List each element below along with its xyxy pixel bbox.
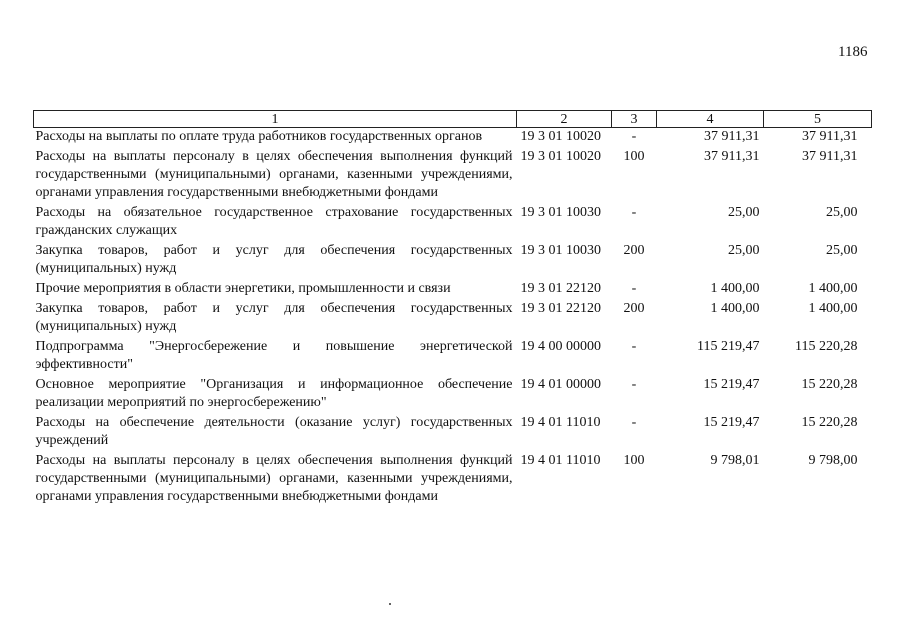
row-expense-type: 100: [623, 149, 645, 164]
row-amount-4: 15 219,47: [703, 377, 760, 392]
table-row: [34, 204, 872, 242]
budget-table: [33, 110, 872, 508]
row-amount-4: 25,00: [728, 243, 760, 258]
table-row: [34, 376, 872, 414]
row-expense-type: -: [631, 415, 637, 430]
row-amount-5: 15 220,28: [801, 377, 858, 392]
row-code: 19 4 01 11010: [520, 415, 601, 430]
row-code: 19 3 01 10030: [520, 243, 601, 258]
row-description: Расходы на выплаты по оплате труда работников государственных органов: [35, 129, 483, 144]
row-description: Расходы на выплаты персоналу в целях обеспечения выполнения функций государственными (муниципальными) органами, казенными учреждениями, органами управления государственными внебюджетными фондами: [35, 453, 513, 504]
page-number: 1186: [838, 44, 868, 60]
header-col-1: 1: [34, 111, 517, 128]
table-row: [34, 338, 872, 376]
row-code: 19 3 01 10020: [520, 129, 601, 144]
row-amount-5: 15 220,28: [801, 415, 858, 430]
row-description: Закупка товаров, работ и услуг для обеспечения государственных (муниципальных) нужд: [35, 243, 513, 276]
row-expense-type: 100: [623, 453, 645, 468]
row-amount-4: 9 798,01: [710, 453, 760, 468]
row-expense-type: 200: [623, 301, 645, 316]
header-col-5: 5: [764, 111, 872, 128]
row-amount-5: 37 911,31: [802, 149, 858, 164]
row-code: 19 4 01 00000: [520, 377, 601, 392]
row-amount-4: 37 911,31: [704, 129, 760, 144]
row-expense-type: 200: [623, 243, 645, 258]
row-code: 19 3 01 10020: [520, 149, 601, 164]
table-row: [34, 148, 872, 204]
row-amount-4: 15 219,47: [703, 415, 760, 430]
row-description: Основное мероприятие "Организация и информационное обеспечение реализации мероприятий по энергосбережению": [35, 377, 513, 410]
row-amount-4: 1 400,00: [710, 301, 760, 316]
table-row: [34, 300, 872, 338]
row-code: 19 3 01 22120: [520, 301, 601, 316]
row-code: 19 3 01 10030: [520, 205, 601, 220]
row-expense-type: -: [631, 129, 637, 144]
table-row: [34, 242, 872, 280]
header-row: [34, 111, 872, 128]
row-amount-5: 115 220,28: [795, 339, 858, 354]
row-description: Подпрограмма "Энергосбережение и повышение энергетической эффективности": [35, 339, 513, 372]
row-amount-5: 25,00: [826, 243, 858, 258]
table-row: [34, 414, 872, 452]
row-expense-type: -: [631, 377, 637, 392]
header-col-4: 4: [657, 111, 764, 128]
row-description: Расходы на обеспечение деятельности (оказание услуг) государственных учреждений: [35, 415, 513, 448]
header-col-2: 2: [517, 111, 612, 128]
row-expense-type: -: [631, 339, 637, 354]
row-amount-4: 115 219,47: [697, 339, 760, 354]
row-amount-4: 1 400,00: [710, 281, 760, 296]
row-expense-type: -: [631, 205, 637, 220]
row-description: Расходы на выплаты персоналу в целях обеспечения выполнения функций государственными (муниципальными) органами, казенными учреждениями, органами управления государственными внебюджетными фондами: [35, 149, 513, 200]
table-row: [34, 280, 872, 300]
row-amount-5: 1 400,00: [808, 301, 858, 316]
row-expense-type: -: [631, 281, 637, 296]
row-description: Закупка товаров, работ и услуг для обеспечения государственных (муниципальных) нужд: [35, 301, 513, 334]
scan-speck: [389, 603, 391, 605]
header-col-3: 3: [612, 111, 657, 128]
row-amount-4: 37 911,31: [704, 149, 760, 164]
table-header: [34, 111, 872, 128]
row-description: Расходы на обязательное государственное страхование государственных гражданских служащих: [35, 205, 513, 238]
row-amount-5: 25,00: [826, 205, 858, 220]
row-code: 19 4 01 11010: [520, 453, 601, 468]
row-amount-5: 9 798,00: [808, 453, 858, 468]
row-amount-5: 1 400,00: [808, 281, 858, 296]
row-code: 19 3 01 22120: [520, 281, 601, 296]
row-code: 19 4 00 00000: [520, 339, 601, 354]
row-amount-4: 25,00: [728, 205, 760, 220]
table-row: [34, 128, 872, 149]
table-row: [34, 452, 872, 508]
row-description: Прочие мероприятия в области энергетики, промышленности и связи: [35, 281, 451, 296]
table-body: [34, 128, 872, 509]
row-amount-5: 37 911,31: [802, 129, 858, 144]
